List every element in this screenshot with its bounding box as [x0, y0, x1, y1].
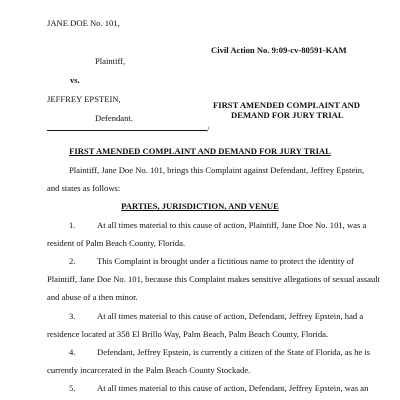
paragraph-line: and abuse of a then minor.: [47, 292, 138, 302]
civil-action-number: Civil Action No. 9:09-cv-80591-KAM: [211, 45, 347, 55]
paragraph-number: 3.: [69, 311, 76, 321]
document-title-line2: DEMAND FOR JURY TRIAL: [231, 110, 344, 120]
paragraph-line: At all times material to this cause of action, Defendant, Jeffrey Epstein, had a: [97, 311, 364, 321]
section-heading: PARTIES, JURISDICTION, AND VENUE: [121, 201, 279, 211]
defendant-name: JEFFREY EPSTEIN,: [47, 94, 121, 104]
paragraph-line: Plaintiff, Jane Doe No. 101, because this Complaint makes sensitive allegations of sexual assault: [47, 274, 381, 284]
paragraph-line: At all times material to this cause of action, Plaintiff, Jane Doe No. 101, was a: [97, 220, 367, 230]
numbered-paragraph: [47, 220, 367, 248]
numbered-paragraph: [47, 383, 369, 393]
paragraph-number: 1.: [69, 220, 76, 230]
paragraph-number: 4.: [69, 347, 76, 357]
intro-line: and states as follows:: [47, 183, 121, 193]
paragraph-number: 5.: [69, 383, 76, 393]
caption-slash: /: [207, 124, 210, 134]
paragraph-line: resident of Palm Beach County, Florida.: [47, 238, 186, 248]
paragraph-line: Defendant, Jeffrey Epstein, is currently a citizen of the State of Florida, as he is: [97, 347, 371, 357]
paragraph-line: currently incarcerated in the Palm Beach County Stockade.: [47, 365, 251, 375]
intro-paragraph: [47, 165, 365, 193]
numbered-paragraph: [47, 347, 371, 375]
numbered-paragraph: [47, 311, 364, 339]
caption-divider-line: [47, 130, 207, 131]
plaintiff-role: Plaintiff,: [95, 56, 126, 66]
top-edge-artifact: [110, 0, 290, 3]
versus-label: vs.: [70, 75, 80, 85]
plaintiff-name: JANE DOE No. 101,: [47, 18, 120, 28]
paragraph-line: At all times material to this cause of action, Defendant, Jeffrey Epstein, was an: [97, 383, 369, 393]
main-heading: FIRST AMENDED COMPLAINT AND DEMAND FOR JURY TRIAL: [69, 146, 331, 156]
defendant-role: Defendant.: [95, 113, 133, 123]
document-title-line1: FIRST AMENDED COMPLAINT AND: [213, 100, 360, 110]
paragraph-line: This Complaint is brought under a fictitious name to protect the identity of: [97, 256, 354, 266]
paragraph-number: 2.: [69, 256, 76, 266]
numbered-paragraph: [47, 256, 381, 302]
intro-line: Plaintiff, Jane Doe No. 101, brings this Complaint against Defendant, Jeffrey Epstein,: [69, 165, 365, 175]
paragraph-line: residence located at 358 El Brillo Way, Palm Beach, Palm Beach County, Florida.: [47, 329, 329, 339]
